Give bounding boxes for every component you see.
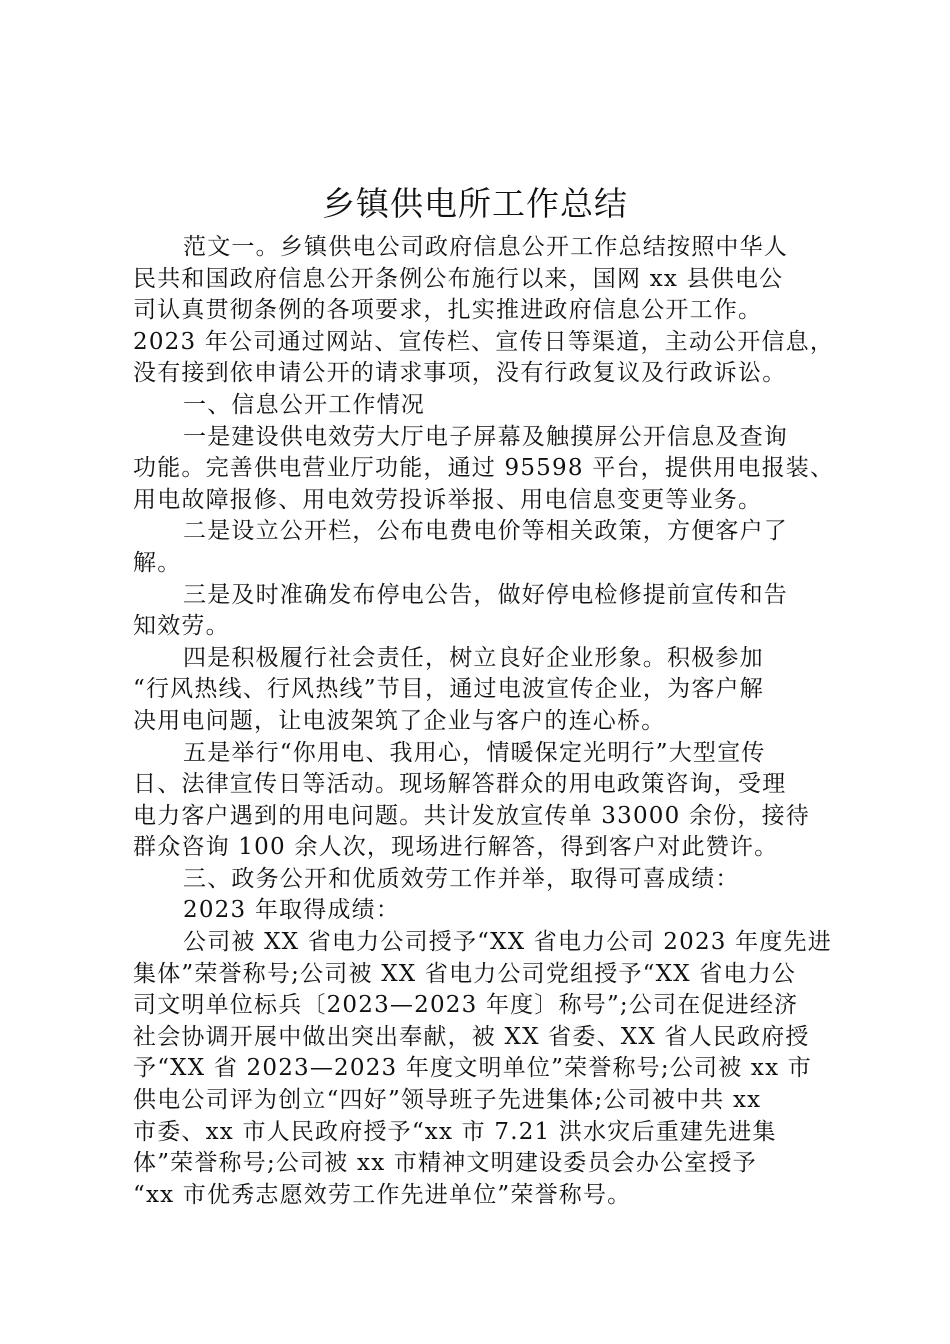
text-line: 市委、xx 市人民政府授予“xx 市 7.21 洪水灾后重建先进集 (133, 1118, 777, 1145)
text-line: 四是积极履行社会责任，树立良好企业形象。积极参加 (183, 644, 764, 671)
text-line: 供电公司评为创立“四好”领导班子先进集体;公司被中共 xx (133, 1087, 762, 1114)
text-line: “xx 市优秀志愿效劳工作先进单位”荣誉称号。 (133, 1181, 632, 1208)
text-line: 2023 年取得成绩： (183, 897, 401, 924)
text-line: 予“XX 省 2023—2023 年度文明单位”荣誉称号;公司被 xx 市 (133, 1055, 812, 1082)
document-title: 乡镇供电所工作总结 (322, 184, 628, 223)
text-line: 解。 (133, 549, 182, 576)
text-line: 没有接到依申请公开的请求事项，没有行政复议及行政诉讼。 (133, 360, 787, 387)
text-line: 用电故障报修、用电效劳投诉举报、用电信息变更等业务。 (133, 486, 763, 513)
text-line: 范文一。乡镇供电公司政府信息公开工作总结按照中华人 (183, 234, 788, 260)
text-line: 一、信息公开工作情况 (183, 391, 425, 418)
text-line: 二是设立公开栏，公布电费电价等相关政策，方便客户了 (183, 518, 788, 545)
text-line: 决用电问题，让电波架筑了企业与客户的连心桥。 (133, 707, 666, 734)
text-line: 司文明单位标兵〔2023—2023 年度〕称号”;公司在促进经济 (133, 992, 799, 1019)
text-line: 知效劳。 (133, 613, 230, 640)
text-line: 2023 年公司通过网站、宣传栏、宣传日等渠道，主动公开信息， (133, 328, 835, 355)
text-line: 日、法律宣传日等活动。现场解答群众的用电政策咨询，受理 (133, 771, 787, 798)
text-line: 体”荣誉称号;公司被 xx 市精神文明建设委员会办公室授予 (133, 1150, 757, 1177)
text-line: “行风热线、行风热线”节目，通过电波宣传企业，为客户解 (133, 676, 764, 703)
text-line: 集体”荣誉称号;公司被 XX 省电力公司党组授予“XX 省电力公 (133, 960, 797, 987)
text-line: 功能。完善供电营业厅功能，通过 95598 平台，提供用电报装、 (133, 455, 835, 482)
text-line: 三是及时准确发布停电公告，做好停电检修提前宣传和告 (183, 581, 788, 608)
text-line: 电力客户遇到的用电问题。共计发放宣传单 33000 余份，接待 (133, 802, 810, 829)
text-line: 社会协调开展中做出突出奉献，被 XX 省委、XX 省人民政府授 (133, 1023, 810, 1050)
document-body (133, 232, 833, 1211)
text-line: 公司被 XX 省电力公司授予“XX 省电力公司 2023 年度先进 (183, 929, 832, 956)
text-line: 司认真贯彻条例的各项要求，扎实推进政府信息公开工作。 (133, 297, 763, 324)
text-line: 五是举行“你用电、我用心，情暖保定光明行”大型宣传 (183, 739, 766, 766)
text-line: 三、政务公开和优质效劳工作并举，取得可喜成绩： (183, 865, 740, 892)
text-line: 民共和国政府信息公开条例公布施行以来，国网 xx 县供电公 (133, 265, 784, 292)
text-line: 群众咨询 100 余人次，现场进行解答，得到客户对此赞许。 (133, 834, 779, 861)
text-line: 一是建设供电效劳大厅电子屏幕及触摸屏公开信息及查询 (183, 423, 788, 450)
